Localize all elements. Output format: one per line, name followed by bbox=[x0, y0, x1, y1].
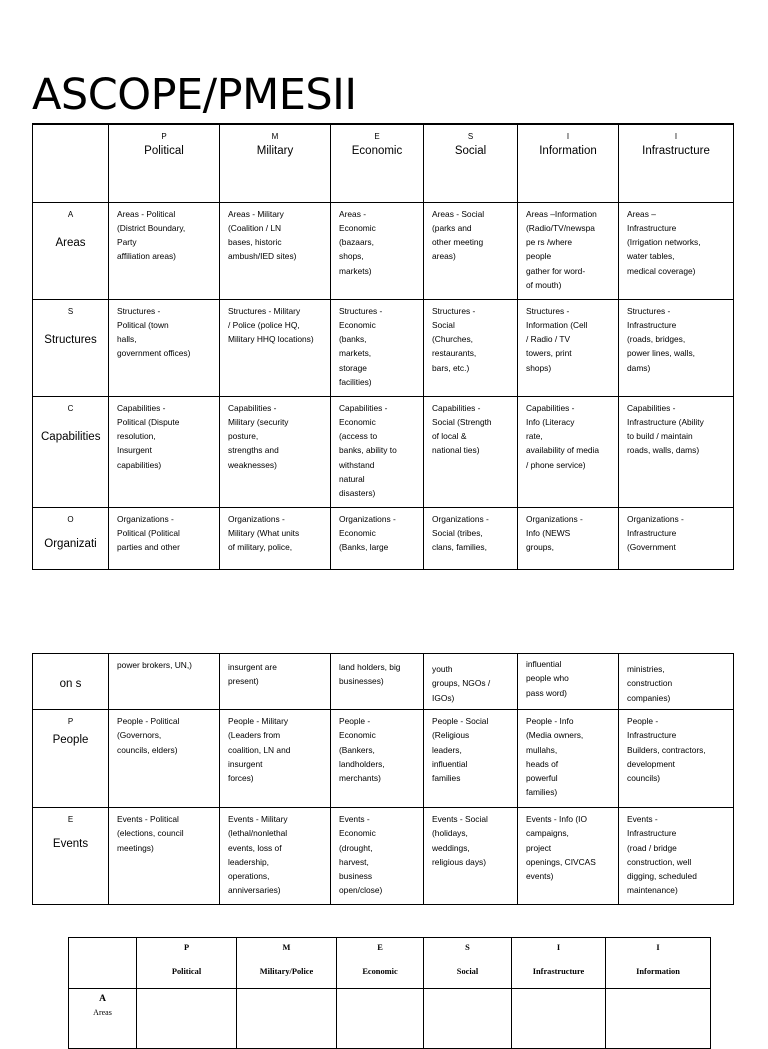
ascope-pmesii-serif-table bbox=[68, 937, 711, 1049]
table-row bbox=[33, 507, 734, 569]
table-cell: Structures - Infrastructure (roads, bridges, power lines, walls, dams) bbox=[619, 299, 734, 396]
table-cell: Areas - Military (Coalition / LN bases, historic ambush/IED sites) bbox=[220, 202, 331, 299]
table-cell: power brokers, UN,) bbox=[109, 654, 220, 710]
corner-cell bbox=[33, 124, 109, 202]
ascope-pmesii-table-continued bbox=[32, 653, 734, 905]
table-cell bbox=[424, 989, 512, 1049]
table-cell: Organizations - Info (NEWS groups, bbox=[518, 507, 619, 569]
table-cell: Organizations - Infrastructure (Government bbox=[619, 507, 734, 569]
row-header-organizations: O Organizati bbox=[33, 507, 109, 569]
table-cell: influential people who pass word) bbox=[518, 654, 619, 710]
table-cell: Capabilities - Military (security posture, strengths and weaknesses) bbox=[220, 396, 331, 507]
corner-cell bbox=[69, 938, 137, 989]
table-cell: Structures - Information (Cell / Radio / TV towers, print shops) bbox=[518, 299, 619, 396]
table-row bbox=[33, 299, 734, 396]
column-header-social: S Social bbox=[424, 938, 512, 989]
ascope-pmesii-table bbox=[32, 123, 734, 570]
table-cell: People - Social (Religious leaders, influential families bbox=[424, 710, 518, 808]
table-cell: Events - Info (IO campaigns, project openings, CIVCAS events) bbox=[518, 808, 619, 905]
table-cell: youth groups, NGOs / IGOs) bbox=[424, 654, 518, 710]
row-header-structures: S Structures bbox=[33, 299, 109, 396]
table-cell: Events - Social (holidays, weddings, religious days) bbox=[424, 808, 518, 905]
column-header-political: P Political bbox=[137, 938, 237, 989]
table-row bbox=[33, 710, 734, 808]
column-header-military: M Military bbox=[220, 124, 331, 202]
table-cell: People - Military (Leaders from coalition, LN and insurgent forces) bbox=[220, 710, 331, 808]
table-cell: Events - Political (elections, council meetings) bbox=[109, 808, 220, 905]
column-header-political: P Political bbox=[109, 124, 220, 202]
table-row bbox=[33, 808, 734, 905]
table-cell: land holders, big businesses) bbox=[331, 654, 424, 710]
page-title: ASCOPE/PMESII bbox=[32, 70, 357, 120]
table-cell: Capabilities - Infrastructure (Ability to build / maintain roads, walls, dams) bbox=[619, 396, 734, 507]
table-cell: Events - Military (lethal/nonlethal events, loss of leadership, operations, anniversaries) bbox=[220, 808, 331, 905]
table-cell: Areas - Political (District Boundary, Party affiliation areas) bbox=[109, 202, 220, 299]
table-cell: Capabilities - Social (Strength of local & national ties) bbox=[424, 396, 518, 507]
table-cell: Structures - Military / Police (police HQ, Military HHQ locations) bbox=[220, 299, 331, 396]
table-cell: Areas - Economic (bazaars, shops, markets) bbox=[331, 202, 424, 299]
table-cell: Structures - Political (town halls, government offices) bbox=[109, 299, 220, 396]
table-cell: Organizations - Political (Political parties and other bbox=[109, 507, 220, 569]
table-cell: People - Info (Media owners, mullahs, heads of powerful families) bbox=[518, 710, 619, 808]
table-cell: Capabilities - Info (Literacy rate, availability of media / phone service) bbox=[518, 396, 619, 507]
row-header-events: E Events bbox=[33, 808, 109, 905]
table-cell: Events - Economic (drought, harvest, business open/close) bbox=[331, 808, 424, 905]
column-header-economic: E Economic bbox=[337, 938, 424, 989]
row-header-areas: A Areas bbox=[69, 989, 137, 1049]
row-header-people: P People bbox=[33, 710, 109, 808]
row-header-organizations-continued: on s bbox=[33, 654, 109, 710]
table-cell bbox=[512, 989, 606, 1049]
table-cell: Areas – Infrastructure (Irrigation networks, water tables, medical coverage) bbox=[619, 202, 734, 299]
table-cell: Structures - Social (Churches, restaurants, bars, etc.) bbox=[424, 299, 518, 396]
row-header-areas: A Areas bbox=[33, 202, 109, 299]
table-cell bbox=[237, 989, 337, 1049]
table-cell: Structures - Economic (banks, markets, storage facilities) bbox=[331, 299, 424, 396]
column-header-infrastructure: I Infrastructure bbox=[619, 124, 734, 202]
table-cell: Capabilities - Political (Dispute resolution, Insurgent capabilities) bbox=[109, 396, 220, 507]
table-cell: Areas –Information (Radio/TV/newspa pe rs /where people gather for word- of mouth) bbox=[518, 202, 619, 299]
column-header-economic: E Economic bbox=[331, 124, 424, 202]
table-cell bbox=[337, 989, 424, 1049]
table-cell: People - Economic (Bankers, landholders, merchants) bbox=[331, 710, 424, 808]
table-row bbox=[69, 989, 711, 1049]
table-cell: People - Infrastructure Builders, contractors, development councils) bbox=[619, 710, 734, 808]
table-cell: insurgent are present) bbox=[220, 654, 331, 710]
header-row bbox=[33, 124, 734, 202]
table-cell: Events - Infrastructure (road / bridge construction, well digging, scheduled maintenance) bbox=[619, 808, 734, 905]
header-row bbox=[69, 938, 711, 989]
table-cell: Areas - Social (parks and other meeting areas) bbox=[424, 202, 518, 299]
column-header-social: S Social bbox=[424, 124, 518, 202]
row-header-capabilities: C Capabilities bbox=[33, 396, 109, 507]
table-cell: Organizations - Military (What units of military, police, bbox=[220, 507, 331, 569]
table-cell: Organizations - Economic (Banks, large bbox=[331, 507, 424, 569]
column-header-information: I Information bbox=[518, 124, 619, 202]
table-row bbox=[33, 396, 734, 507]
table-cell: Organizations - Social (tribes, clans, families, bbox=[424, 507, 518, 569]
table-row bbox=[33, 202, 734, 299]
column-header-infrastructure: I Infrastructure bbox=[512, 938, 606, 989]
column-header-information: I Information bbox=[606, 938, 711, 989]
column-header-military-police: M Military/Police bbox=[237, 938, 337, 989]
table-cell: Capabilities - Economic (access to banks, ability to withstand natural disasters) bbox=[331, 396, 424, 507]
table-cell bbox=[606, 989, 711, 1049]
table-cell bbox=[137, 989, 237, 1049]
table-cell: ministries, construction companies) bbox=[619, 654, 734, 710]
table-row bbox=[33, 654, 734, 710]
table-cell: People - Political (Governors, councils, elders) bbox=[109, 710, 220, 808]
